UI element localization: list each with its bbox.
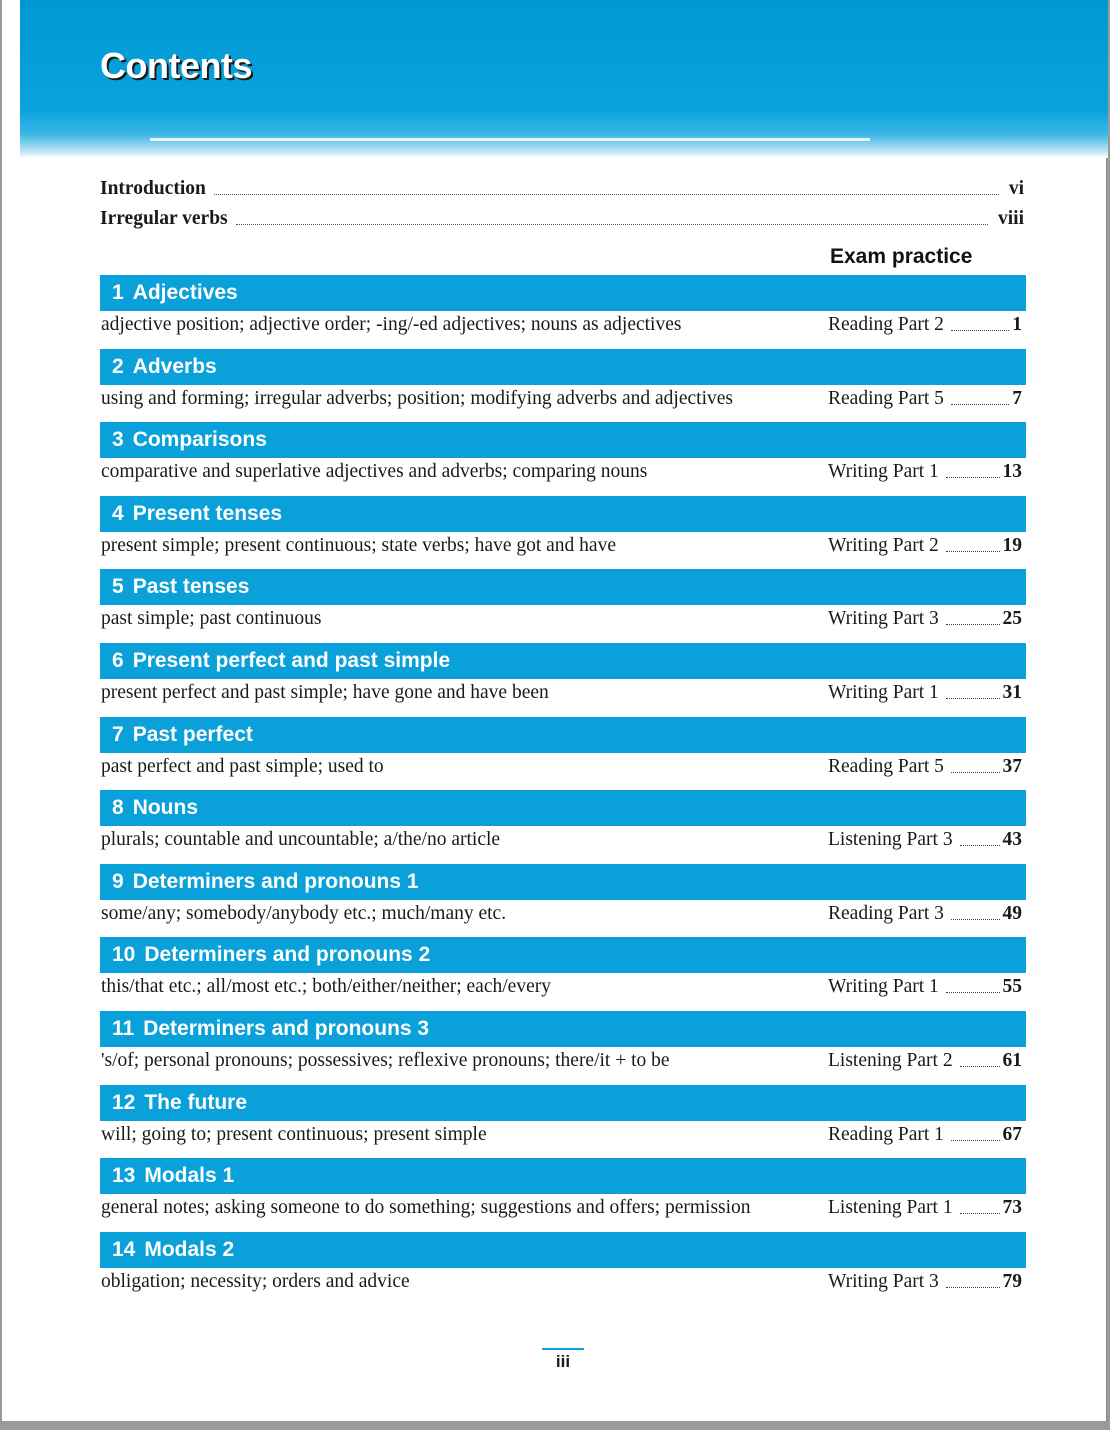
exam-practice-entry[interactable] xyxy=(828,1050,1022,1072)
unit-title: Present perfect and past simple xyxy=(132,649,451,672)
unit-details xyxy=(100,385,1026,421)
unit-header xyxy=(100,349,1026,385)
unit-title: Present tenses xyxy=(132,502,283,525)
unit-description: present simple; present continuous; state verbs; have got and have xyxy=(101,535,616,556)
unit-entry[interactable] xyxy=(100,1158,1026,1230)
dot-leader xyxy=(946,1287,1000,1288)
exam-practice-entry[interactable] xyxy=(828,976,1022,998)
unit-number: 13 xyxy=(112,1164,136,1187)
page-title: Contents xyxy=(100,45,252,86)
unit-number: 14 xyxy=(112,1238,136,1261)
unit-description: using and forming; irregular adverbs; position; modifying adverbs and adjectives xyxy=(101,388,733,409)
unit-header xyxy=(100,790,1026,826)
exam-practice-entry[interactable] xyxy=(828,388,1022,410)
unit-entry[interactable] xyxy=(100,496,1026,568)
unit-title: Adverbs xyxy=(132,355,217,378)
exam-practice-label: Listening Part 1 xyxy=(828,1197,953,1218)
toc-entry-introduction[interactable] xyxy=(100,174,1024,200)
toc-entry-label: Irregular verbs xyxy=(100,208,228,229)
unit-entry[interactable] xyxy=(100,937,1026,1009)
unit-description: will; going to; present continuous; present simple xyxy=(101,1124,487,1145)
unit-details xyxy=(100,753,1026,789)
unit-header xyxy=(100,422,1026,458)
unit-number: 8 xyxy=(112,796,124,819)
unit-page-number: 43 xyxy=(1002,829,1022,850)
dot-leader xyxy=(946,477,1000,478)
footer-rule xyxy=(542,1348,584,1350)
unit-title: Nouns xyxy=(132,796,199,819)
unit-entry[interactable] xyxy=(100,349,1026,421)
dot-leader xyxy=(951,330,1009,331)
unit-details xyxy=(100,1121,1026,1157)
unit-title: Past tenses xyxy=(132,575,250,598)
exam-practice-label: Writing Part 3 xyxy=(828,608,939,629)
unit-title: Adjectives xyxy=(132,281,238,304)
unit-header xyxy=(100,1158,1026,1194)
exam-practice-label: Writing Part 1 xyxy=(828,976,939,997)
unit-page-number: 73 xyxy=(1002,1197,1022,1218)
unit-page-number: 79 xyxy=(1002,1271,1022,1292)
unit-page-number: 49 xyxy=(1002,903,1022,924)
unit-page-number: 37 xyxy=(1002,756,1022,777)
exam-practice-label: Reading Part 3 xyxy=(828,903,944,924)
unit-number: 9 xyxy=(112,870,124,893)
unit-entry[interactable] xyxy=(100,1011,1026,1083)
dot-leader xyxy=(951,772,1000,773)
unit-description: 's/of; personal pronouns; possessives; reflexive pronouns; there/it + to be xyxy=(101,1050,670,1071)
unit-page-number: 19 xyxy=(1002,535,1022,556)
unit-header xyxy=(100,937,1026,973)
unit-header xyxy=(100,496,1026,532)
unit-description: past simple; past continuous xyxy=(101,608,322,629)
unit-details xyxy=(100,311,1026,347)
dot-leader xyxy=(236,224,988,225)
unit-page-number: 25 xyxy=(1002,608,1022,629)
unit-page-number: 7 xyxy=(1012,388,1022,409)
unit-entry[interactable] xyxy=(100,1232,1026,1304)
exam-practice-label: Reading Part 1 xyxy=(828,1124,944,1145)
unit-title: Comparisons xyxy=(132,428,267,451)
unit-entry[interactable] xyxy=(100,569,1026,641)
unit-description: comparative and superlative adjectives and adverbs; comparing nouns xyxy=(101,461,648,482)
unit-details xyxy=(100,1194,1026,1230)
toc-entry-irregular-verbs[interactable] xyxy=(100,204,1024,230)
unit-entry[interactable] xyxy=(100,275,1026,347)
unit-header xyxy=(100,717,1026,753)
dot-leader xyxy=(214,194,999,195)
exam-practice-entry[interactable] xyxy=(828,314,1022,336)
unit-header xyxy=(100,1011,1026,1047)
unit-entry[interactable] xyxy=(100,1085,1026,1157)
unit-entry[interactable] xyxy=(100,643,1026,715)
unit-page-number: 61 xyxy=(1002,1050,1022,1071)
unit-details xyxy=(100,532,1026,568)
unit-page-number: 31 xyxy=(1002,682,1022,703)
contents-page xyxy=(2,0,1107,1421)
dot-leader xyxy=(960,1066,1000,1067)
exam-practice-entry[interactable] xyxy=(828,1197,1022,1219)
unit-page-number: 13 xyxy=(1002,461,1022,482)
exam-practice-label: Reading Part 5 xyxy=(828,756,944,777)
unit-number: 3 xyxy=(112,428,124,451)
dot-leader xyxy=(951,404,1009,405)
exam-practice-entry[interactable] xyxy=(828,903,1022,925)
dot-leader xyxy=(946,551,1000,552)
unit-number: 5 xyxy=(112,575,124,598)
unit-title: The future xyxy=(144,1091,248,1114)
unit-header xyxy=(100,1232,1026,1268)
unit-description: past perfect and past simple; used to xyxy=(101,756,384,777)
exam-practice-entry[interactable] xyxy=(828,461,1022,483)
unit-header xyxy=(100,1085,1026,1121)
unit-details xyxy=(100,679,1026,715)
unit-entry[interactable] xyxy=(100,422,1026,494)
unit-description: present perfect and past simple; have gone and have been xyxy=(101,682,549,703)
unit-entry[interactable] xyxy=(100,864,1026,936)
exam-practice-entry[interactable] xyxy=(828,1271,1022,1293)
unit-number: 1 xyxy=(112,281,124,304)
exam-practice-entry[interactable] xyxy=(828,535,1022,557)
exam-practice-entry[interactable] xyxy=(828,1124,1022,1146)
exam-practice-label: Writing Part 3 xyxy=(828,1271,939,1292)
unit-entry[interactable] xyxy=(100,790,1026,862)
unit-details xyxy=(100,973,1026,1009)
unit-title: Past perfect xyxy=(132,723,253,746)
exam-practice-label: Writing Part 1 xyxy=(828,682,939,703)
unit-title: Determiners and pronouns 2 xyxy=(144,943,431,966)
unit-entry[interactable] xyxy=(100,717,1026,789)
unit-page-number: 55 xyxy=(1002,976,1022,997)
unit-page-number: 67 xyxy=(1002,1124,1022,1145)
unit-details xyxy=(100,1047,1026,1083)
unit-header xyxy=(100,864,1026,900)
exam-practice-label: Listening Part 3 xyxy=(828,829,953,850)
unit-details xyxy=(100,1268,1026,1304)
unit-details xyxy=(100,605,1026,641)
unit-description: obligation; necessity; orders and advice xyxy=(101,1271,410,1292)
unit-header xyxy=(100,569,1026,605)
dot-leader xyxy=(946,698,1000,699)
unit-number: 7 xyxy=(112,723,124,746)
exam-practice-label: Reading Part 5 xyxy=(828,388,944,409)
unit-number: 12 xyxy=(112,1091,136,1114)
toc-entry-label: Introduction xyxy=(100,178,206,199)
unit-number: 2 xyxy=(112,355,124,378)
unit-title: Modals 2 xyxy=(144,1238,235,1261)
unit-header xyxy=(100,643,1026,679)
page-number: iii xyxy=(555,1352,571,1371)
dot-leader xyxy=(951,1140,1000,1141)
unit-number: 11 xyxy=(112,1017,135,1040)
exam-practice-heading: Exam practice xyxy=(830,245,973,268)
unit-number: 4 xyxy=(112,502,124,525)
unit-title: Determiners and pronouns 3 xyxy=(143,1017,430,1040)
dot-leader xyxy=(946,624,1000,625)
unit-description: general notes; asking someone to do something; suggestions and offers; permission xyxy=(101,1197,751,1218)
unit-title: Modals 1 xyxy=(144,1164,235,1187)
unit-description: this/that etc.; all/most etc.; both/either/neither; each/every xyxy=(101,976,551,997)
unit-number: 10 xyxy=(112,943,136,966)
dot-leader xyxy=(946,992,1000,993)
dot-leader xyxy=(960,1213,1000,1214)
exam-practice-entry[interactable] xyxy=(828,756,1022,778)
header-divider xyxy=(150,138,870,141)
unit-description: adjective position; adjective order; -ing/-ed adjectives; nouns as adjectives xyxy=(101,314,682,335)
unit-details xyxy=(100,900,1026,936)
unit-header xyxy=(100,275,1026,311)
exam-practice-label: Writing Part 1 xyxy=(828,461,939,482)
exam-practice-label: Writing Part 2 xyxy=(828,535,939,556)
unit-description: some/any; somebody/anybody etc.; much/many etc. xyxy=(101,903,507,924)
dot-leader xyxy=(960,845,1000,846)
unit-description: plurals; countable and uncountable; a/the/no article xyxy=(101,829,501,850)
exam-practice-entry[interactable] xyxy=(828,608,1022,630)
exam-practice-label: Reading Part 2 xyxy=(828,314,944,335)
unit-title: Determiners and pronouns 1 xyxy=(132,870,419,893)
unit-number: 6 xyxy=(112,649,124,672)
unit-details xyxy=(100,458,1026,494)
unit-page-number: 1 xyxy=(1012,314,1022,335)
toc-entry-page: viii xyxy=(997,208,1024,229)
toc-entry-page: vi xyxy=(1008,178,1024,199)
unit-details xyxy=(100,826,1026,862)
dot-leader xyxy=(951,919,1000,920)
exam-practice-label: Listening Part 2 xyxy=(828,1050,953,1071)
exam-practice-entry[interactable] xyxy=(828,682,1022,704)
exam-practice-entry[interactable] xyxy=(828,829,1022,851)
